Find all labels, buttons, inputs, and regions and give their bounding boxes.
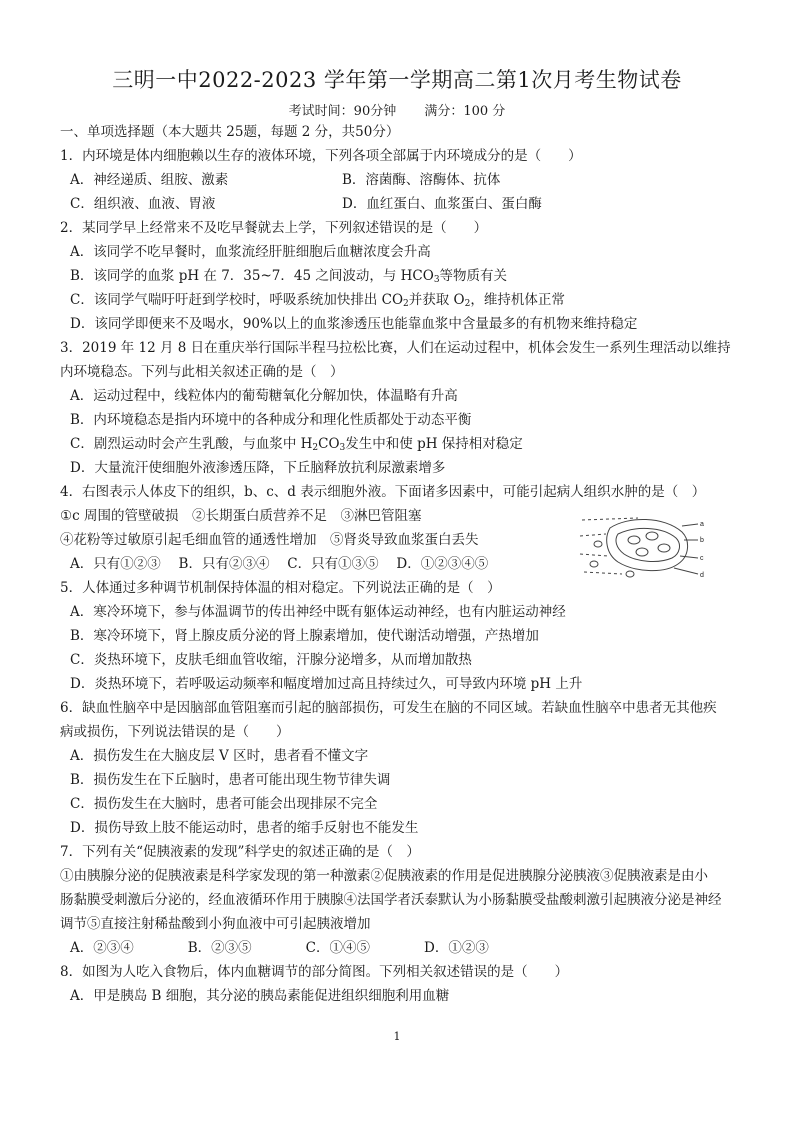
- q1-option-c: C．组织液、血液、胃液: [70, 196, 216, 212]
- fig-dash-2: [580, 534, 606, 536]
- fig-label-d: d: [700, 572, 704, 579]
- q2-option-b-sub: 3: [433, 275, 440, 285]
- blood-cell-4: [636, 548, 648, 556]
- fig-label-a: a: [700, 521, 704, 528]
- q6-option-b: B．损伤发生在下丘脑时，患者可能出现生物节律失调: [70, 772, 391, 788]
- fig-dash-3: [580, 554, 608, 556]
- q3-option-c-pre: C．剧烈运动时会产生乳酸，与血浆中 H: [70, 436, 313, 452]
- q5-option-c: C．炎热环境下，皮肤毛细血管收缩，汗腺分泌增多，从而增加散热: [70, 652, 472, 668]
- q1-stem: 1．内环境是体内细胞赖以生存的液体环境，下列各项全部属于内环境成分的是（ ）: [60, 148, 582, 164]
- exam-score: 满分：100 分: [424, 104, 506, 119]
- q5-option-d: D．炎热环境下，若呼吸运动频率和幅度增加过高且持续过久，可导致内环境 pH 上升: [70, 676, 583, 692]
- q3-stem-line2: 内环境稳态。下列与此相关叙述正确的是（ ）: [60, 364, 344, 380]
- exam-time: 考试时间：90分钟: [288, 104, 397, 119]
- fig-dash-1: [582, 518, 638, 520]
- blood-cell-3: [658, 544, 670, 552]
- exam-title: 三明一中2022-2023 学年第一学期高二第1次月考生物试卷: [112, 68, 682, 92]
- q2-option-b-pre: B．该同学的血浆 pH 在 7．35~7．45 之间波动，与 HCO: [70, 268, 434, 284]
- exam-info: [0, 100, 794, 119]
- q2-option-c-sub2: 2: [464, 299, 471, 309]
- q2-option-d: D．该同学即便来不及喝水，90%以上的血浆渗透压也能靠血浆中含量最多的有机物来维持稳定: [70, 316, 638, 332]
- q1-option-d: D．血红蛋白、血浆蛋白、蛋白酶: [342, 196, 542, 212]
- tissue-cell-2: [590, 561, 598, 567]
- tissue-diagram: [578, 510, 706, 582]
- q4-factors-line1: ①c 周围的管壁破损 ②长期蛋白质营养不足 ③淋巴管阻塞: [60, 508, 422, 524]
- tissue-cell-3: [626, 571, 634, 577]
- q3-option-d: D．大量流汗使细胞外液渗透压降，下丘脑释放抗利尿激素增多: [70, 460, 446, 476]
- label-line-d: [674, 568, 698, 574]
- q8-option-a: A．甲是胰岛 B 细胞，其分泌的胰岛素能促进组织细胞利用血糖: [70, 988, 450, 1004]
- fig-label-b: b: [700, 537, 704, 544]
- q1-options-row1: [70, 168, 501, 192]
- q5-stem: 5．人体通过多种调节机制保持体温的相对稳定。下列说法正确的是（ ）: [60, 580, 501, 596]
- q1-options-row2: [70, 192, 542, 216]
- label-line-c: [680, 556, 698, 558]
- q6-option-c: C．损伤发生在大脑时，患者可能会出现排尿不完全: [70, 796, 378, 812]
- q3-option-c-sub1: 2: [312, 443, 319, 453]
- q2-stem: 2．某同学早上经常来不及吃早餐就去上学，下列叙述错误的是（ ）: [60, 220, 488, 236]
- q3-option-a: A．运动过程中，线粒体内的葡萄糖氧化分解加快，体温略有升高: [70, 388, 458, 404]
- page-number: 1: [393, 1030, 401, 1043]
- q2-option-c-mid: 并获取 O: [408, 292, 465, 308]
- q2-option-c-sub1: 2: [403, 299, 409, 309]
- fig-label-c: c: [700, 555, 704, 562]
- fig-dash-4: [584, 572, 622, 574]
- q8-stem: 8．如图为人吃入食物后，体内血糖调节的部分简图。下列相关叙述错误的是（ ）: [60, 964, 569, 980]
- q7-statements-line2: 肠黏膜受刺激后分泌的，经血液循环作用于胰腺④法国学者沃泰默认为小肠黏膜受盐酸刺激引起胰液分泌是神经: [60, 892, 722, 908]
- tissue-cell-1: [594, 541, 602, 547]
- q5-option-a: A．寒冷环境下，参与体温调节的传出神经中既有躯体运动神经，也有内脏运动神经: [70, 604, 566, 620]
- q3-option-b: B．内环境稳态是指内环境中的各种成分和理化性质都处于动态平衡: [70, 412, 472, 428]
- q7-options: A．②③④ B．②③⑤ C．①④⑤ D．①②③: [70, 940, 489, 956]
- q3-stem-line1: 3．2019 年 12 月 8 日在重庆举行国际半程马拉松比赛，人们在运动过程中，机体会发生一系列生理活动以维持: [60, 340, 731, 356]
- q4-options: A．只有①②③ B．只有②③④ C．只有①③⑤ D．①②③④⑤: [70, 556, 489, 572]
- q3-option-c-mid: CO: [318, 436, 340, 452]
- q7-statements-line1: ①由胰腺分泌的促胰液素是科学家发现的第一种激素②促胰液素的作用是促进胰腺分泌胰液③促胰液素是由小: [60, 868, 708, 884]
- q7-statements-line3: 调节⑤直接注射稀盐酸到小狗血液中可引起胰液增加: [60, 916, 371, 932]
- q1-option-a: A．神经递质、组胺、激素: [70, 172, 229, 188]
- q6-option-d: D．损伤导致上肢不能运动时，患者的缩手反射也不能发生: [70, 820, 419, 836]
- q5-option-b: B．寒冷环境下，肾上腺皮质分泌的肾上腺素增加，使代谢活动增强，产热增加: [70, 628, 539, 644]
- q6-stem-line1: 6．缺血性脑卒中是因脑部血管阻塞而引起的脑部损伤，可发生在脑的不同区域。若缺血性脑卒中患者无其他疾: [60, 700, 717, 716]
- capillary-wall: [607, 519, 688, 570]
- section-heading: 一、单项选择题（本大题共 25题，每题 2 分，共50分）: [60, 124, 400, 140]
- q2-option-a: A．该同学不吃早餐时，血浆流经肝脏细胞后血糖浓度会升高: [70, 244, 431, 260]
- q2-option-b-post: 等物质有关: [439, 268, 508, 284]
- q6-stem-line2: 病或损伤，下列说法错误的是（ ）: [60, 724, 290, 740]
- q4-factors-line2: ④花粉等过敏原引起毛细血管的通透性增加 ⑤肾炎导致血浆蛋白丢失: [60, 532, 479, 548]
- q1-option-b: B．溶菌酶、溶酶体、抗体: [342, 172, 501, 188]
- label-line-a: [682, 524, 698, 526]
- q6-option-a: A．损伤发生在大脑皮层 V 区时，患者看不懂文字: [70, 748, 369, 764]
- q2-option-c-post: ，维持机体正常: [470, 292, 565, 308]
- q3-option-c-post: 发生中和使 pH 保持相对稳定: [345, 436, 523, 452]
- blood-cell-2: [646, 532, 658, 540]
- q7-stem: 7．下列有关“促胰液素的发现”科学史的叙述正确的是（ ）: [60, 844, 420, 860]
- q3-option-c-sub2: 3: [339, 443, 346, 453]
- q4-stem: 4．右图表示人体皮下的组织，b、c、d 表示细胞外液。下面诸多因素中，可能引起病人组织水肿的是（ ）: [60, 484, 706, 500]
- q2-option-c-pre: C．该同学气喘吁吁赶到学校时，呼吸系统加快排出 CO: [70, 292, 404, 308]
- blood-cell-1: [628, 536, 640, 544]
